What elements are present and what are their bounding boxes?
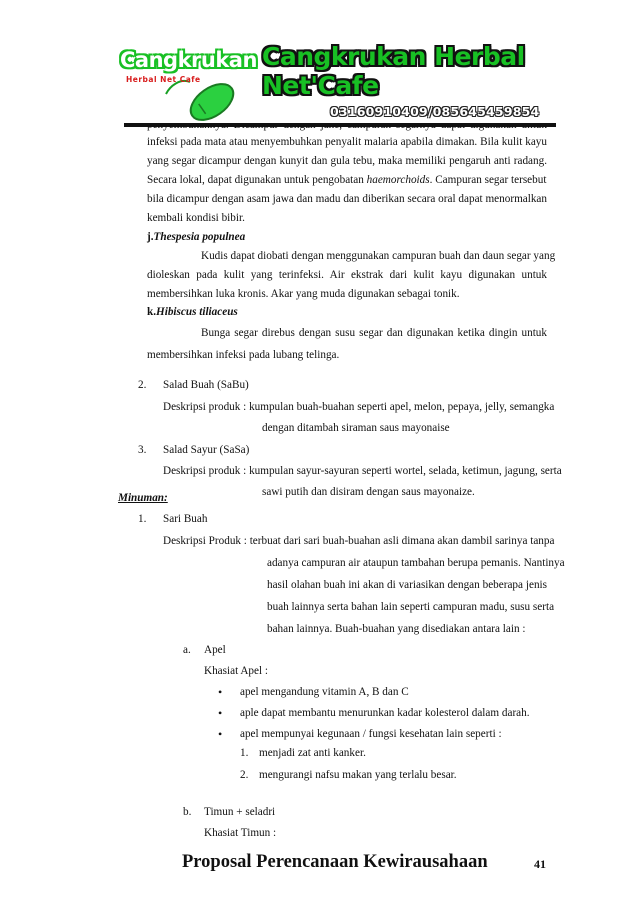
description-line: Deskripsi produk : kumpulan buah-buahan seperti apel, melon, pepaya, jelly, semangka — [163, 401, 555, 413]
list-number: 1. — [138, 513, 147, 525]
paragraph-line — [147, 173, 547, 187]
description-line: dengan ditambah siraman saus mayonaise — [262, 422, 450, 434]
list-number: 3. — [138, 444, 147, 456]
list-item-title: Salad Buah (SaBu) — [163, 379, 249, 391]
logo-subtext: Herbal Net Cafe — [126, 75, 201, 84]
bullet-text: apel mengandung vitamin A, B dan C — [240, 686, 409, 698]
bullet-text: aple dapat membantu menurunkan kadar kolesterol dalam darah. — [240, 707, 530, 719]
bullet-icon: • — [218, 685, 223, 699]
list-item-title: Sari Buah — [163, 513, 208, 525]
list-item-title: Salad Sayur (SaSa) — [163, 444, 250, 456]
numbered-text: mengurangi nafsu makan yang terlalu besar. — [259, 769, 457, 781]
paragraph-line: Bunga segar direbus dengan susu segar dan digunakan ketika dingin untuk — [201, 327, 547, 339]
italic-term: haemorchoids — [366, 174, 430, 186]
sublist-label: b. — [183, 806, 192, 818]
numbered-label: 1. — [240, 747, 249, 759]
subheading-label: k. — [147, 306, 157, 318]
numbered-label: 2. — [240, 769, 249, 781]
header-title: Cangkrukan Herbal Net'Cafe — [262, 42, 525, 100]
text-span: Secara lokal, dapat digunakan untuk pengobatan — [147, 174, 364, 186]
sublist-label: a. — [183, 644, 191, 656]
sublist-title: Timun + seladri — [204, 806, 276, 818]
list-number: 2. — [138, 379, 147, 391]
header-logo — [120, 40, 260, 122]
bullet-icon: • — [218, 727, 223, 741]
khasiat-label: Khasiat Timun : — [204, 827, 277, 839]
description-line: adanya campuran air ataupun tambahan berupa pemanis. Nantinya — [267, 557, 565, 569]
paragraph-line: Kudis dapat diobati dengan menggunakan campuran buah dan daun segar yang — [201, 250, 556, 262]
subheading-title: Thespesia populnea — [153, 231, 246, 243]
description-line: Deskripsi produk : kumpulan sayur-sayuran seperti wortel, selada, ketimun, jagung, serta — [163, 465, 562, 477]
bullet-text: apel mempunyai kegunaan / fungsi kesehatan lain seperti : — [240, 728, 502, 740]
paragraph-line: infeksi pada mata atau menyembuhkan penyalit malaria apabila dimakan. Bila kulit kayu — [147, 136, 547, 148]
numbered-text: menjadi zat anti kanker. — [259, 747, 366, 759]
sublist-title: Apel — [204, 644, 226, 656]
header-phone: 03160910409/085645459854 — [330, 104, 540, 119]
description-line: bahan lainnya. Buah-buahan yang disediakan antara lain : — [267, 623, 526, 635]
footer-title: Proposal Perencanaan Kewirausahaan — [182, 852, 488, 872]
subheading-title: Hibiscus tiliaceus — [156, 306, 238, 318]
text-span: . Campuran segar tersebut — [429, 174, 547, 186]
subheading-j — [147, 230, 245, 244]
section-heading: Minuman: — [118, 492, 168, 504]
description-line: sawi putih dan disiram dengan saus mayonaize. — [262, 486, 475, 498]
paragraph-line: yang segar dicampur dengan kunyit dan gula tebu, maka memiliki pengaruh anti radang. — [147, 155, 547, 167]
subheading-k — [147, 305, 238, 319]
description-line: buah lainnya serta bahan lain seperti campuran madu, susu serta — [267, 601, 555, 613]
subheading-label: j. — [147, 231, 154, 243]
paragraph-line: membersihkan infeksi pada lubang telinga. — [147, 349, 340, 361]
paragraph-line: dioleskan pada kulit yang terinfeksi. Air ekstrak dari kulit kayu digunakan untuk — [147, 269, 547, 281]
paragraph-line: bila dicampur dengan asam jawa dan madu dan diberikan secara oral dapat menormalkan — [147, 193, 547, 205]
page-number: 41 — [534, 857, 546, 871]
logo-text: Cangkrukan — [120, 48, 257, 72]
khasiat-label: Khasiat Apel : — [204, 665, 269, 677]
description-line: Deskripsi Produk : terbuat dari sari buah-buahan asli dimana akan dambil sarinya tanpa — [163, 535, 555, 547]
paragraph-line: membersihkan luka kronis. Akar yang muda digunakan sebagai tonik. — [147, 288, 460, 300]
paragraph-line: kembali kondisi bibir. — [147, 212, 245, 224]
description-line: hasil olahan buah ini akan di variasikan dengan beberapa jenis — [267, 579, 547, 591]
bullet-icon: • — [218, 706, 223, 720]
